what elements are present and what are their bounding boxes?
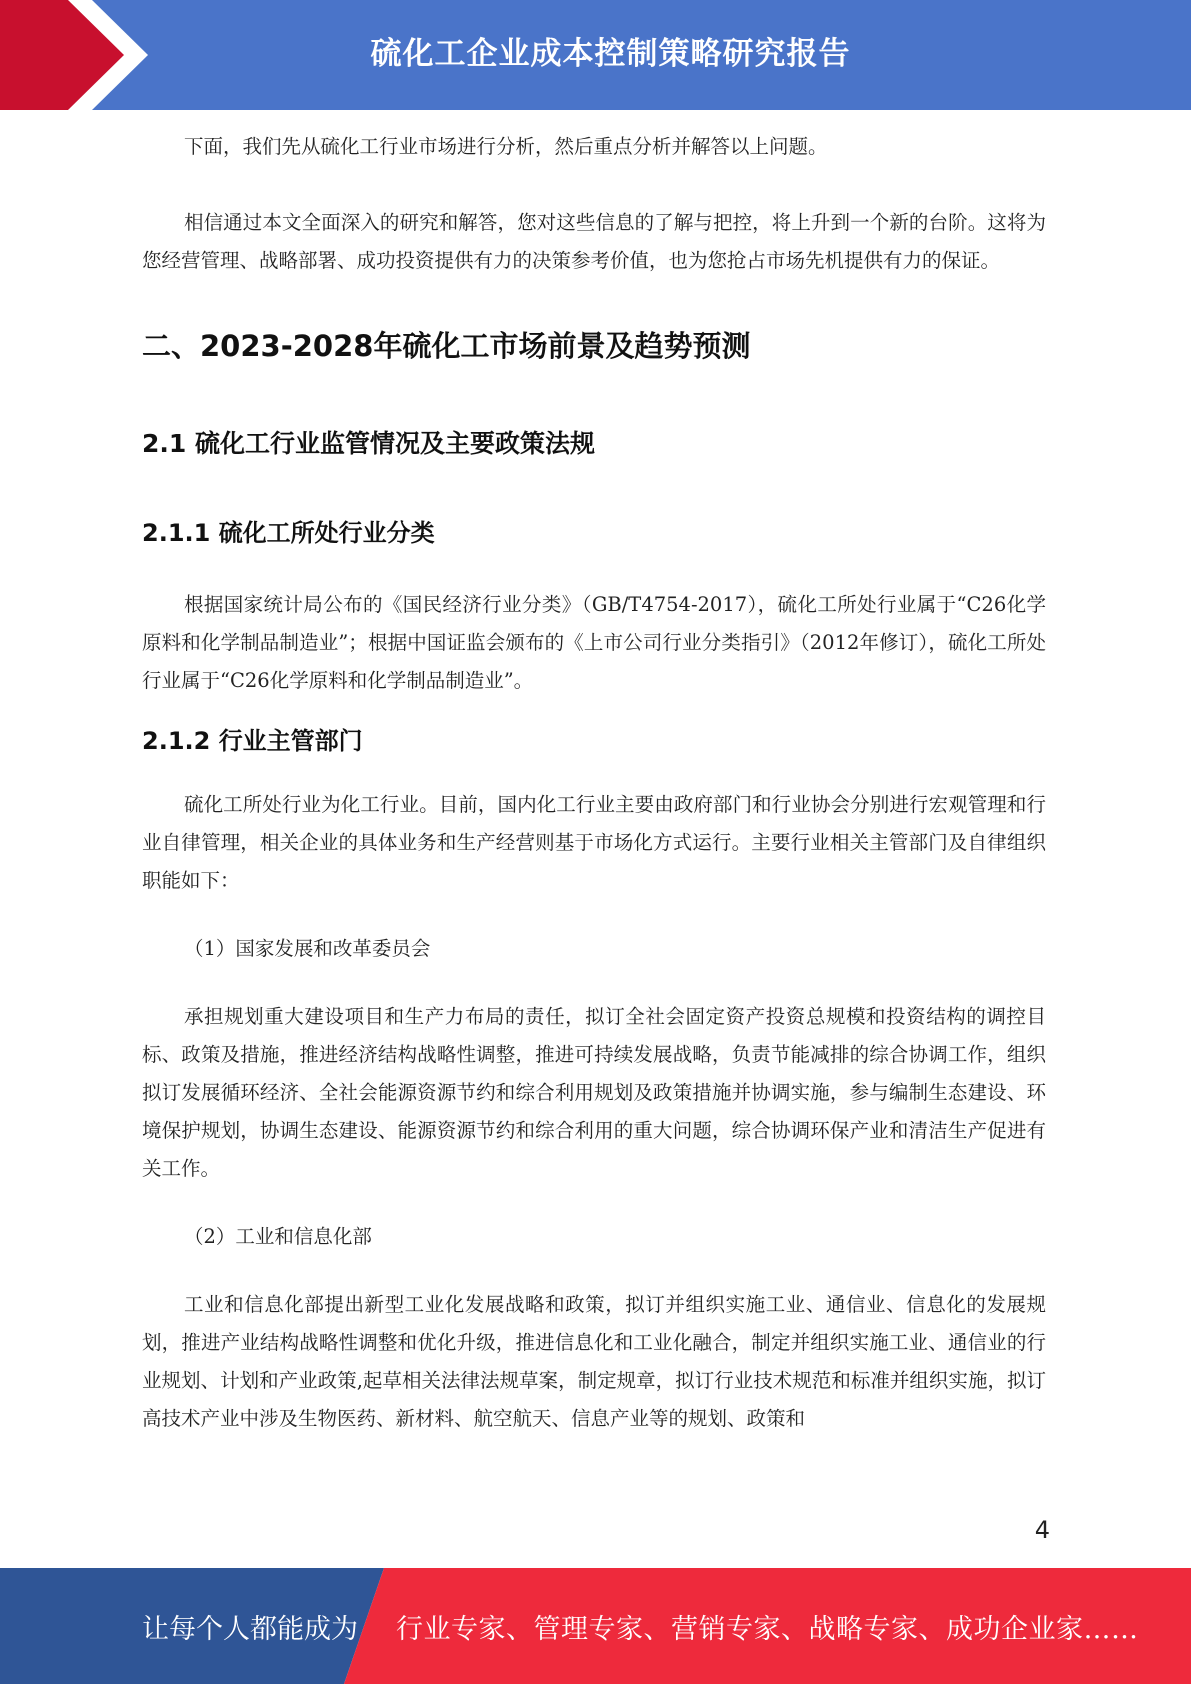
intro-paragraph-2: 相信通过本文全面深入的研究和解答，您对这些信息的了解与把控，将上升到一个新的台阶。这将为您经营管理、战略部署、成功投资提供有力的决策参考价值，也为您抢占市场先机提供有力的保证。: [142, 211, 1046, 272]
ndrc-paragraph: 承担规划重大建设项目和生产力布局的责任，拟订全社会固定资产投资总规模和投资结构的调控目标、政策及措施，推进经济结构战略性调整，推进可持续发展战略，负责节能减排的综合协调工作，组织拟订发展循环经济、全社会能源资源节约和综合利用规划及政策措施并协调实施，参与编制生态建设、环境保护规划，协调生态建设、能源资源节约和综合利用的重大问题，综合协调环保产业和清洁生产促进有关工作。: [142, 1005, 1046, 1180]
authority-heading: 2.1.2 行业主管部门: [142, 727, 363, 755]
classification-paragraph: 根据国家统计局公布的《国民经济行业分类》（GB/T4754-2017），硫化工所处行业属于“C26化学原料和化学制品制造业”；根据中国证监会颁布的《上市公司行业分类指引》（2012年修订），硫化工所处行业属于“C26化学原料和化学制品制造业”。: [142, 593, 1046, 692]
authority-paragraph: 硫化工所处行业为化工行业。目前，国内化工行业主要由政府部门和行业协会分别进行宏观管理和行业自律管理，相关企业的具体业务和生产经营则基于市场化方式运行。主要行业相关主管部门及自律组织职能如下：: [142, 793, 1046, 892]
page-number: 4: [1034, 1516, 1050, 1544]
ndrc-subheading: （1）国家发展和改革委员会: [184, 937, 431, 960]
miit-paragraph: 工业和信息化部提出新型工业化发展战略和政策，拟订并组织实施工业、通信业、信息化的发展规划，推进产业结构战略性调整和优化升级，推进信息化和工业化融合，制定并组织实施工业、通信业的行业规划、计划和产业政策,起草相关法律法规草案，制定规章，拟订行业技术规范和标准并组织实施，拟订高技术产业中涉及生物医药、新材料、航空航天、信息产业等的规划、政策和: [142, 1293, 1046, 1430]
subsection-heading: 2.1 硫化工行业监管情况及主要政策法规: [142, 429, 595, 458]
document-body: [142, 128, 1046, 1438]
section-heading: 二、2023-2028年硫化工市场前景及趋势预测: [142, 329, 751, 363]
page-footer-band: [0, 1568, 1191, 1684]
page-header-band: [0, 0, 1191, 110]
intro-paragraph-1: 下面，我们先从硫化工行业市场进行分析，然后重点分析并解答以上问题。: [184, 135, 828, 158]
footer-slogan-right: 行业专家、管理专家、营销专家、战略专家、成功企业家……: [396, 1613, 1139, 1645]
miit-subheading: （2）工业和信息化部: [184, 1225, 372, 1248]
report-title: 硫化工企业成本控制策略研究报告: [370, 35, 851, 72]
classification-heading: 2.1.1 硫化工所处行业分类: [142, 519, 435, 547]
footer-slogan-left: 让每个人都能成为: [142, 1613, 358, 1645]
